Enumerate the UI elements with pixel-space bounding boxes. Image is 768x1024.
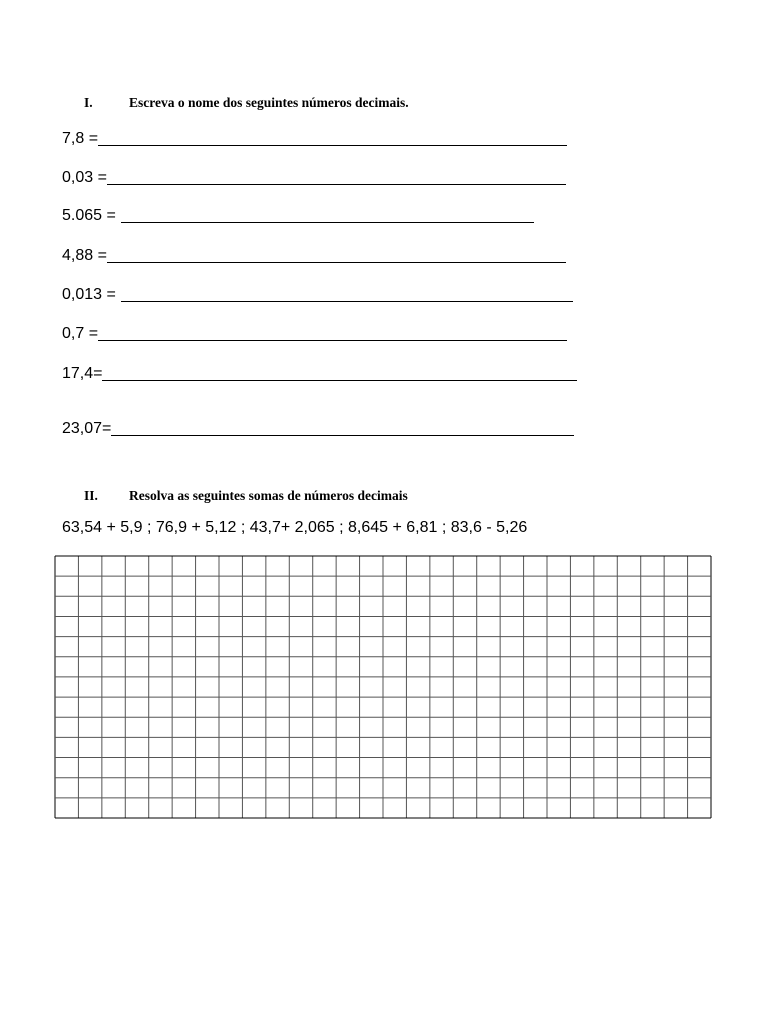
exercise-line-0-03 (62, 167, 566, 187)
exercise-line-17-4 (62, 363, 577, 383)
section-1-number: I. (84, 95, 93, 110)
exercise-line-0-7 (62, 323, 567, 343)
section-2-heading (84, 488, 408, 504)
answer-blank[interactable] (98, 325, 567, 341)
exercise-line-7-8 (62, 128, 567, 148)
exercise-label: 5.065 = (62, 207, 116, 224)
calculation-grid[interactable] (54, 555, 712, 819)
exercise-label: 23,07= (62, 420, 112, 437)
answer-blank[interactable] (107, 247, 566, 263)
exercise-label: 0,7 = (62, 325, 99, 342)
exercise-line-0-013 (62, 284, 573, 304)
exercise-label: 7,8 = (62, 130, 99, 147)
answer-blank[interactable] (111, 420, 574, 436)
section-2-title: Resolva as seguintes somas de números decimais (129, 488, 408, 503)
exercise-line-5-065 (62, 205, 534, 225)
section-2-number: II. (84, 488, 98, 503)
exercise-label: 4,88 = (62, 247, 107, 264)
answer-blank[interactable] (121, 207, 534, 223)
exercise-label: 0,03 = (62, 169, 107, 186)
answer-blank[interactable] (107, 169, 566, 185)
section-1-heading (84, 95, 409, 111)
sums-list: 63,54 + 5,9 ; 76,9 + 5,12 ; 43,7+ 2,065 ; 8,645 + 6,81 ; 83,6 - 5,26 (62, 519, 528, 536)
exercise-line-4-88 (62, 245, 566, 265)
answer-blank[interactable] (98, 130, 567, 146)
exercise-line-23-07 (62, 418, 574, 438)
answer-blank[interactable] (121, 286, 573, 302)
exercise-label: 0,013 = (62, 286, 116, 303)
section-1-title: Escreva o nome dos seguintes números decimais. (129, 95, 409, 110)
exercise-label: 17,4= (62, 365, 103, 382)
answer-blank[interactable] (102, 365, 577, 381)
